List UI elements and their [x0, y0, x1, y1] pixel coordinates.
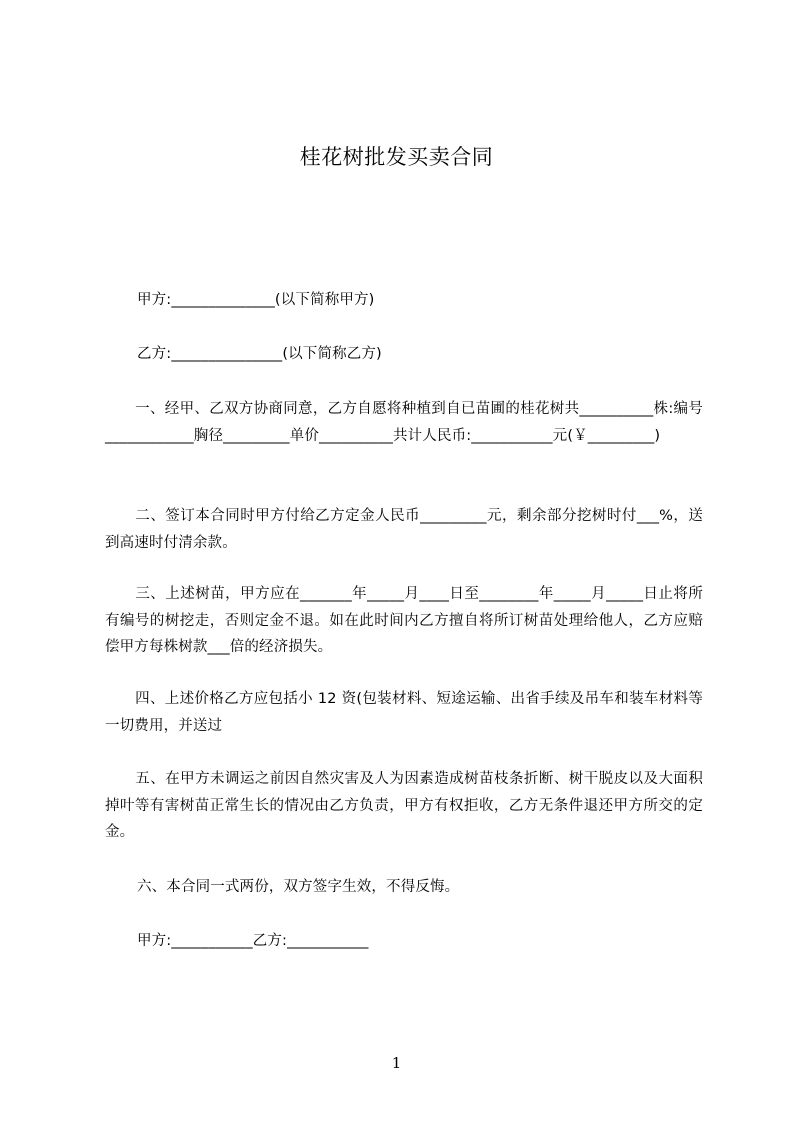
clause-2 — [105, 503, 703, 556]
clause-1 — [105, 396, 703, 449]
clause-2-text: 二、签订本合同时甲方付给乙方定金人民币_________元，剩余部分挖树时付___%，送到高速时付清余款。 — [105, 508, 703, 551]
clause-5 — [105, 766, 703, 846]
document-title: 桂花树批发买卖合同 — [299, 145, 494, 169]
page-number: 1 — [391, 1054, 402, 1072]
signature-line: 甲方:___________乙方:___________ — [137, 933, 369, 949]
clause-4-text: 四、上述价格乙方应包括小 12 资(包装材料、短途运输、出省手续及吊车和装车材料等一切费用，并送过 — [105, 691, 703, 734]
clause-6: 六、本合同一式两份，双方签字生效，不得反悔。 — [137, 879, 460, 895]
clause-3 — [105, 581, 703, 661]
clause-1-text: 一、经甲、乙双方协商同意，乙方自愿将种植到自已苗圃的桂花树共__________株:编号____________胸径_________单价__________共计人民币:___________元(￥_________) — [105, 401, 703, 444]
party-a-line: 甲方:______________(以下简称甲方) — [137, 292, 375, 308]
clause-3-text: 三、上述树苗，甲方应在_______年_____月____日至________年_____月_____日止将所有编号的树挖走，否则定金不退。如在此时间内乙方擅自将所订树苗处理给他人，乙方应赔偿甲方每株树款___倍的经济损失。 — [105, 586, 703, 655]
party-b-line: 乙方:_______________(以下简称乙方) — [137, 346, 382, 362]
clause-4 — [105, 686, 703, 739]
clause-5-text: 五、在甲方未调运之前因自然灾害及人为因素造成树苗枝条折断、树干脱皮以及大面积掉叶等有害树苗正常生长的情况由乙方负责，甲方有权拒收，乙方无条件退还甲方所交的定金。 — [105, 771, 703, 840]
